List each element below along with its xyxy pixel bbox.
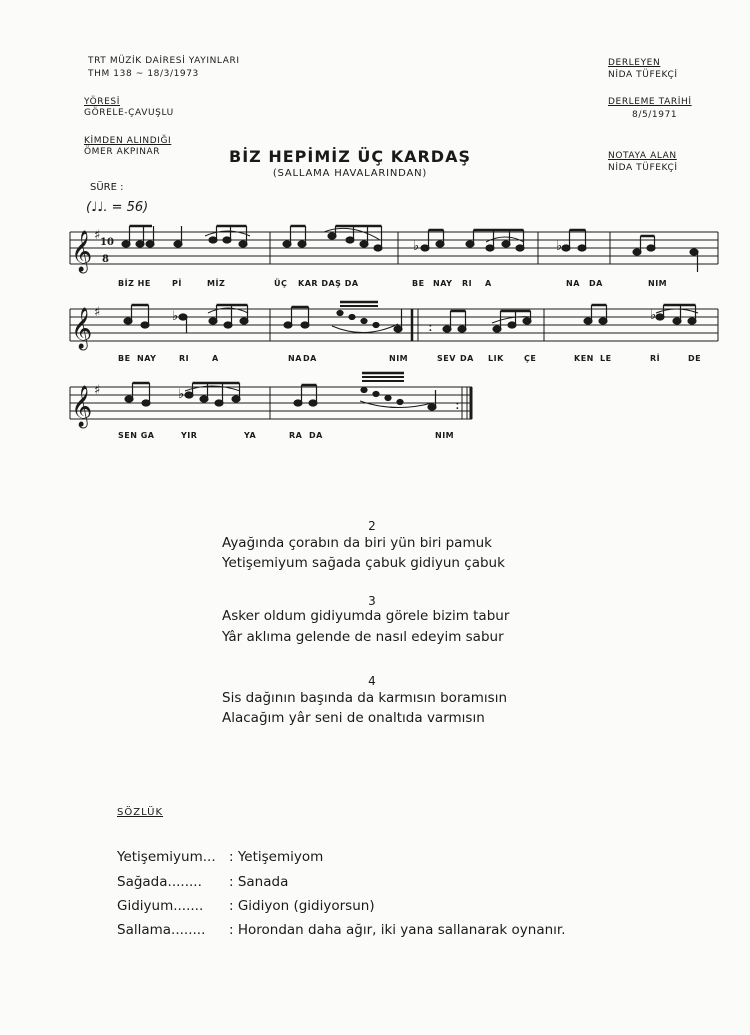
lyric: RI (179, 354, 190, 363)
lyric: SEV (437, 354, 456, 363)
stanza-number: 3 (368, 594, 376, 608)
lyric: BİZ HE (118, 279, 151, 288)
lyric: ÜÇ (274, 279, 288, 288)
lyric: Pİ (172, 279, 182, 288)
time-sig-bottom: 8 (102, 254, 109, 265)
glossary-term: Yetişemiyum... (117, 849, 216, 865)
lyric: NAY (137, 354, 157, 363)
lyric: DA (460, 354, 474, 363)
lyric: A (212, 354, 219, 363)
date-label: DERLEME TARİHİ (608, 97, 692, 107)
lyric: KEN (574, 354, 594, 363)
song-title: BİZ HEPİMİZ ÜÇ KARDAŞ (229, 147, 471, 166)
svg-text:♭: ♭ (556, 239, 563, 254)
verse-line: Yetişemiyum sağada çabuk gidiyun çabuk (222, 555, 505, 571)
notes (122, 226, 698, 410)
music-notation (0, 0, 750, 460)
region-value: GÖRELE-ÇAVUŞLU (84, 108, 174, 118)
glossary-term: Gidiyum....... (117, 898, 204, 914)
staff-2 (70, 309, 718, 341)
stanza-number: 2 (368, 519, 376, 533)
date-value: 8/5/1971 (632, 110, 678, 120)
repeat-dots: : (428, 319, 433, 335)
glossary-definition: : Gidiyon (gidiyorsun) (229, 898, 375, 914)
publisher-line-2: THM 138 ~ 18/3/1973 (88, 69, 199, 79)
glossary-title: SÖZLÜK (117, 807, 164, 818)
glossary-definition: : Horondan daha ağır, iki yana sallanarak oynanır. (229, 922, 566, 938)
lyric: LE (600, 354, 612, 363)
staff-1 (70, 232, 718, 264)
lyric: BE (412, 279, 425, 288)
lyric: NAY (433, 279, 453, 288)
lyric: NIM (435, 431, 455, 440)
treble-clef-2: 𝄞 (71, 308, 93, 349)
sharp-2: ♯ (94, 305, 101, 320)
end-repeat-dots: : (455, 397, 460, 413)
lyric: YA (244, 431, 257, 440)
verse-line: Sis dağının başında da karmısın boramısın (222, 690, 508, 706)
svg-text:♭: ♭ (413, 239, 420, 254)
lyric: DE (688, 354, 702, 363)
staff-3 (70, 387, 472, 419)
collector-value: NİDA TÜFEKÇİ (608, 70, 678, 80)
collector-label: DERLEYEN (608, 58, 661, 68)
glossary-term: Sağada........ (117, 874, 202, 890)
lyric: NA (288, 354, 302, 363)
lyric: ÇE (524, 354, 537, 363)
sharp-3: ♯ (94, 383, 101, 398)
lyric: LIK (488, 354, 504, 363)
svg-text:♭: ♭ (178, 387, 185, 402)
verse-line: Alacağım yâr seni de onaltıda varmısın (222, 710, 485, 726)
source-label: KİMDEN ALINDIĞI (84, 136, 172, 146)
glossary-definition: : Sanada (229, 874, 289, 890)
notation-label: NOTAYA ALAN (608, 151, 677, 161)
tempo-marking: (♩♩. = 56) (86, 200, 149, 215)
verse-line: Asker oldum gidiyumda görele bizim tabur (222, 608, 510, 624)
glossary-definition: : Yetişemiyom (229, 849, 324, 865)
svg-text:♭: ♭ (172, 309, 179, 324)
sharp-1: ♯ (94, 228, 101, 243)
duration-label: SÜRE : (90, 182, 124, 193)
notation-value: NİDA TÜFEKÇİ (608, 163, 678, 173)
stanza-number: 4 (368, 674, 376, 688)
lyric: RA (289, 431, 303, 440)
lyric: Rİ (650, 354, 661, 363)
lyric: NA (566, 279, 580, 288)
region-label: YÖRESİ (84, 97, 120, 107)
verse-line: Ayağında çorabın da biri yün biri pamuk (222, 535, 492, 551)
source-value: ÖMER AKPINAR (84, 147, 161, 157)
lyric: YIR (181, 431, 198, 440)
lyric: KAR DAŞ DA (298, 279, 359, 288)
verse-line: Yâr aklıma gelende de nasıl edeyim sabur (222, 629, 504, 645)
lyric: DA (589, 279, 603, 288)
time-sig-top: 10 (100, 237, 114, 248)
svg-text:♭: ♭ (650, 308, 657, 323)
lyric: DA (309, 431, 323, 440)
lyric: MİZ (207, 279, 226, 288)
lyric: A (485, 279, 492, 288)
lyric: NIM (648, 279, 668, 288)
publisher-line-1: TRT MÜZİK DAİRESİ YAYINLARI (88, 56, 240, 66)
lyric: SEN GA (118, 431, 155, 440)
glossary-term: Sallama........ (117, 922, 206, 938)
lyric: BE (118, 354, 131, 363)
song-subtitle: (SALLAMA HAVALARINDAN) (272, 168, 428, 179)
lyric: NIM (389, 354, 409, 363)
treble-clef-1: 𝄞 (71, 231, 93, 272)
lyric: RI (462, 279, 473, 288)
treble-clef-3: 𝄞 (71, 386, 93, 427)
lyric: DA (303, 354, 317, 363)
